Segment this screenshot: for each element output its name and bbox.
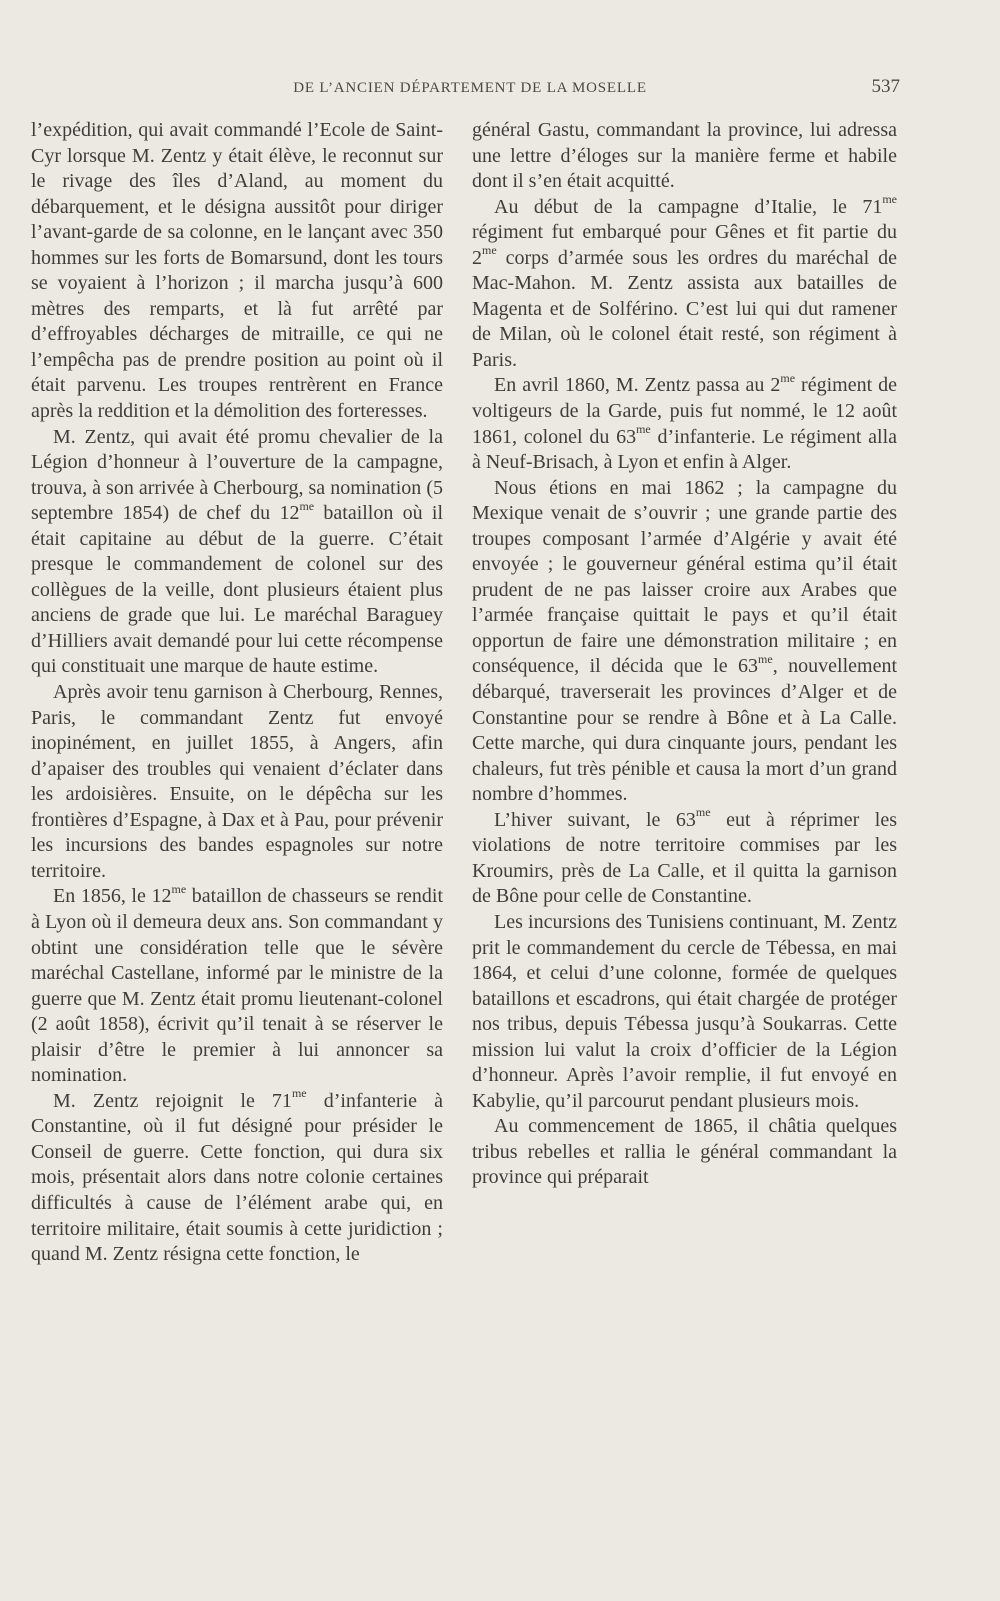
superscript: me: [695, 805, 711, 820]
superscript: me: [171, 881, 187, 896]
paragraph: [472, 910, 897, 1114]
paragraph-text: eut à réprimer les violations de notre territoire commises par les Kroumirs, près de La Calle, et il quitta la garnison de Bône pour celle de Constantine.: [472, 808, 897, 908]
superscript: me: [758, 651, 773, 666]
paragraph: [472, 118, 897, 195]
paragraph: [31, 680, 443, 884]
paragraph: [472, 1114, 897, 1191]
paragraph-text: Au commencement de 1865, il châtia quelques tribus rebelles et rallia le général commandant la province qui préparait: [472, 1115, 897, 1189]
paragraph: [31, 425, 443, 680]
paragraph: [472, 191, 897, 374]
superscript: me: [299, 498, 315, 513]
paragraph-text: M. Zentz, qui avait été promu chevalier de la Légion d’honneur à l’ouverture de la campagne, trouva, à son arrivée à Cherbourg, sa nomination (5 septembre 1854) de chef du 12: [31, 425, 443, 525]
superscript: me: [882, 191, 897, 206]
paragraph-text: Nous étions en mai 1862 ; la campagne du Mexique venait de s’ouvrir ; une grande partie des troupes composant l’armée d’Algérie y avait été envoyée ; le gouverneur général estima qu’il était prudent de ne pas laisser croire aux Arabes que l’armée française quittait le pays et qu’il était opportun de faire une démonstration militaire ; en conséquence, il décida que le 63: [472, 476, 897, 678]
paragraph-text: corps d’armée sous les ordres du maréchal de Mac-Mahon. M. Zentz assista aux batailles de Magenta et de Solférino. C’est lui qui dut ramener de Milan, où le colonel était resté, son régiment à Paris.: [472, 246, 897, 371]
paragraph: [31, 1086, 443, 1268]
left-column: [31, 118, 443, 1268]
superscript: me: [636, 421, 651, 436]
paragraph-text: En avril 1860, M. Zentz passa au 2: [494, 374, 781, 397]
paragraph-text: M. Zentz rejoignit le 71: [53, 1089, 292, 1112]
running-title: DE L’ANCIEN DÉPARTEMENT DE LA MOSELLE: [293, 80, 647, 96]
paragraph-text: Après avoir tenu garnison à Cherbourg, Rennes, Paris, le commandant Zentz fut envoyé inopinément, en juillet 1855, à Angers, afin d’apaiser des troubles qui venaient d’éclater dans les ardoisières. Ensuite, on le dépêcha sur les frontières d’Espagne, à Dax et à Pau, pour prévenir les incursions des bandes espagnoles sur notre territoire.: [31, 681, 443, 882]
superscript: me: [482, 243, 497, 258]
paragraph-text: régiment de voltigeurs de la Garde, puis fut nommé, le 12 août 1861, colonel du 63: [472, 374, 898, 448]
paragraph: [31, 118, 443, 425]
paragraph-text: En 1856, le 12: [53, 885, 172, 908]
paragraph-text: d’infanterie à Constantine, où il fut désigné pour présider le Conseil de guerre. Cette fonction, qui dura six mois, présentait alors dans notre colonie certaines difficultés à cause de l’élément arabe qui, en territoire militaire, était soumis à cette juridiction ; quand M. Zentz résigna cette fonction, le: [31, 1089, 443, 1266]
paragraph-text: bataillon de chasseurs se rendit à Lyon où il demeura deux ans. Son commandant y obtint une considération telle que le sévère maréchal Castellane, informé par le ministre de la guerre que M. Zentz était promu lieutenant-colonel (2 août 1858), écrivit qu’il tenait à se réserver le plaisir d’être le premier à lui annoncer sa nomination.: [31, 885, 444, 1087]
paragraph: [472, 805, 897, 910]
paragraph-text: régiment fut embarqué pour Gênes et fit partie du 2: [472, 221, 897, 269]
paragraph-text: l’expédition, qui avait commandé l’Ecole de Saint-Cyr lorsque M. Zentz y était élève, le reconnut sur le rivage des îles d’Aland, au moment du débarquement, et le désigna aussitôt pour diriger l’avant-garde de sa colonne, en le lançant avec 350 hommes sur les forts de Bomarsund, dont les tours se voyaient à l’horizon ; il marcha jusqu’à 600 mètres des remparts, et là fut arrêté par d’effroyables décharges de mitraille, ce qui ne l’empêcha pas de prendre position au point où il était parvenu. Les troupes rentrèrent en France après la reddition et la démolition des forteresses.: [31, 119, 443, 423]
paragraph-text: général Gastu, commandant la province, lui adressa une lettre d’éloges sur la manière ferme et habile dont il s’en était acquitté.: [472, 119, 897, 193]
paragraph-text: Au début de la campagne d’Italie, le 71: [494, 195, 883, 218]
page-number: 537: [871, 76, 900, 97]
superscript: me: [291, 1086, 307, 1101]
paragraph: [472, 370, 898, 475]
right-column: [472, 118, 897, 1191]
paragraph: [472, 476, 897, 808]
paragraph: [31, 881, 444, 1088]
paragraph-text: bataillon où il était capitaine au début de la guerre. C’était presque le commandement de colonel sur des collègues de la veille, dont plusieurs étaient plus anciens de grade que lui. Le maréchal Baraguey d’Hilliers avait demandé pour lui cette récompense qui constituait une marque de haute estime.: [31, 502, 444, 678]
paragraph-text: d’infanterie. Le régiment alla à Neuf-Brisach, à Lyon et enfin à Alger.: [472, 425, 898, 474]
superscript: me: [780, 370, 796, 385]
paragraph-text: Les incursions des Tunisiens continuant, M. Zentz prit le commandement du cercle de Tébessa, en mai 1864, et celui d’une colonne, formée de quelques bataillons et escadrons, qui était chargée de protéger nos tribus, depuis Tébessa jusqu’à Soukarras. Cette mission lui valut la croix d’officier de la Légion d’honneur. Après l’avoir remplie, il fut envoyé en Kabylie, qu’il parcourut pendant plusieurs mois.: [472, 910, 897, 1112]
paragraph-text: L’hiver suivant, le 63: [494, 808, 696, 831]
paragraph-text: , nouvellement débarqué, traverserait les provinces d’Alger et de Constantine pour se rendre à Bône et à La Calle. Cette marche, qui dura cinquante jours, pendant les chaleurs, fut très pénible et causa la mort d’un grand nombre d’hommes.: [472, 655, 898, 806]
